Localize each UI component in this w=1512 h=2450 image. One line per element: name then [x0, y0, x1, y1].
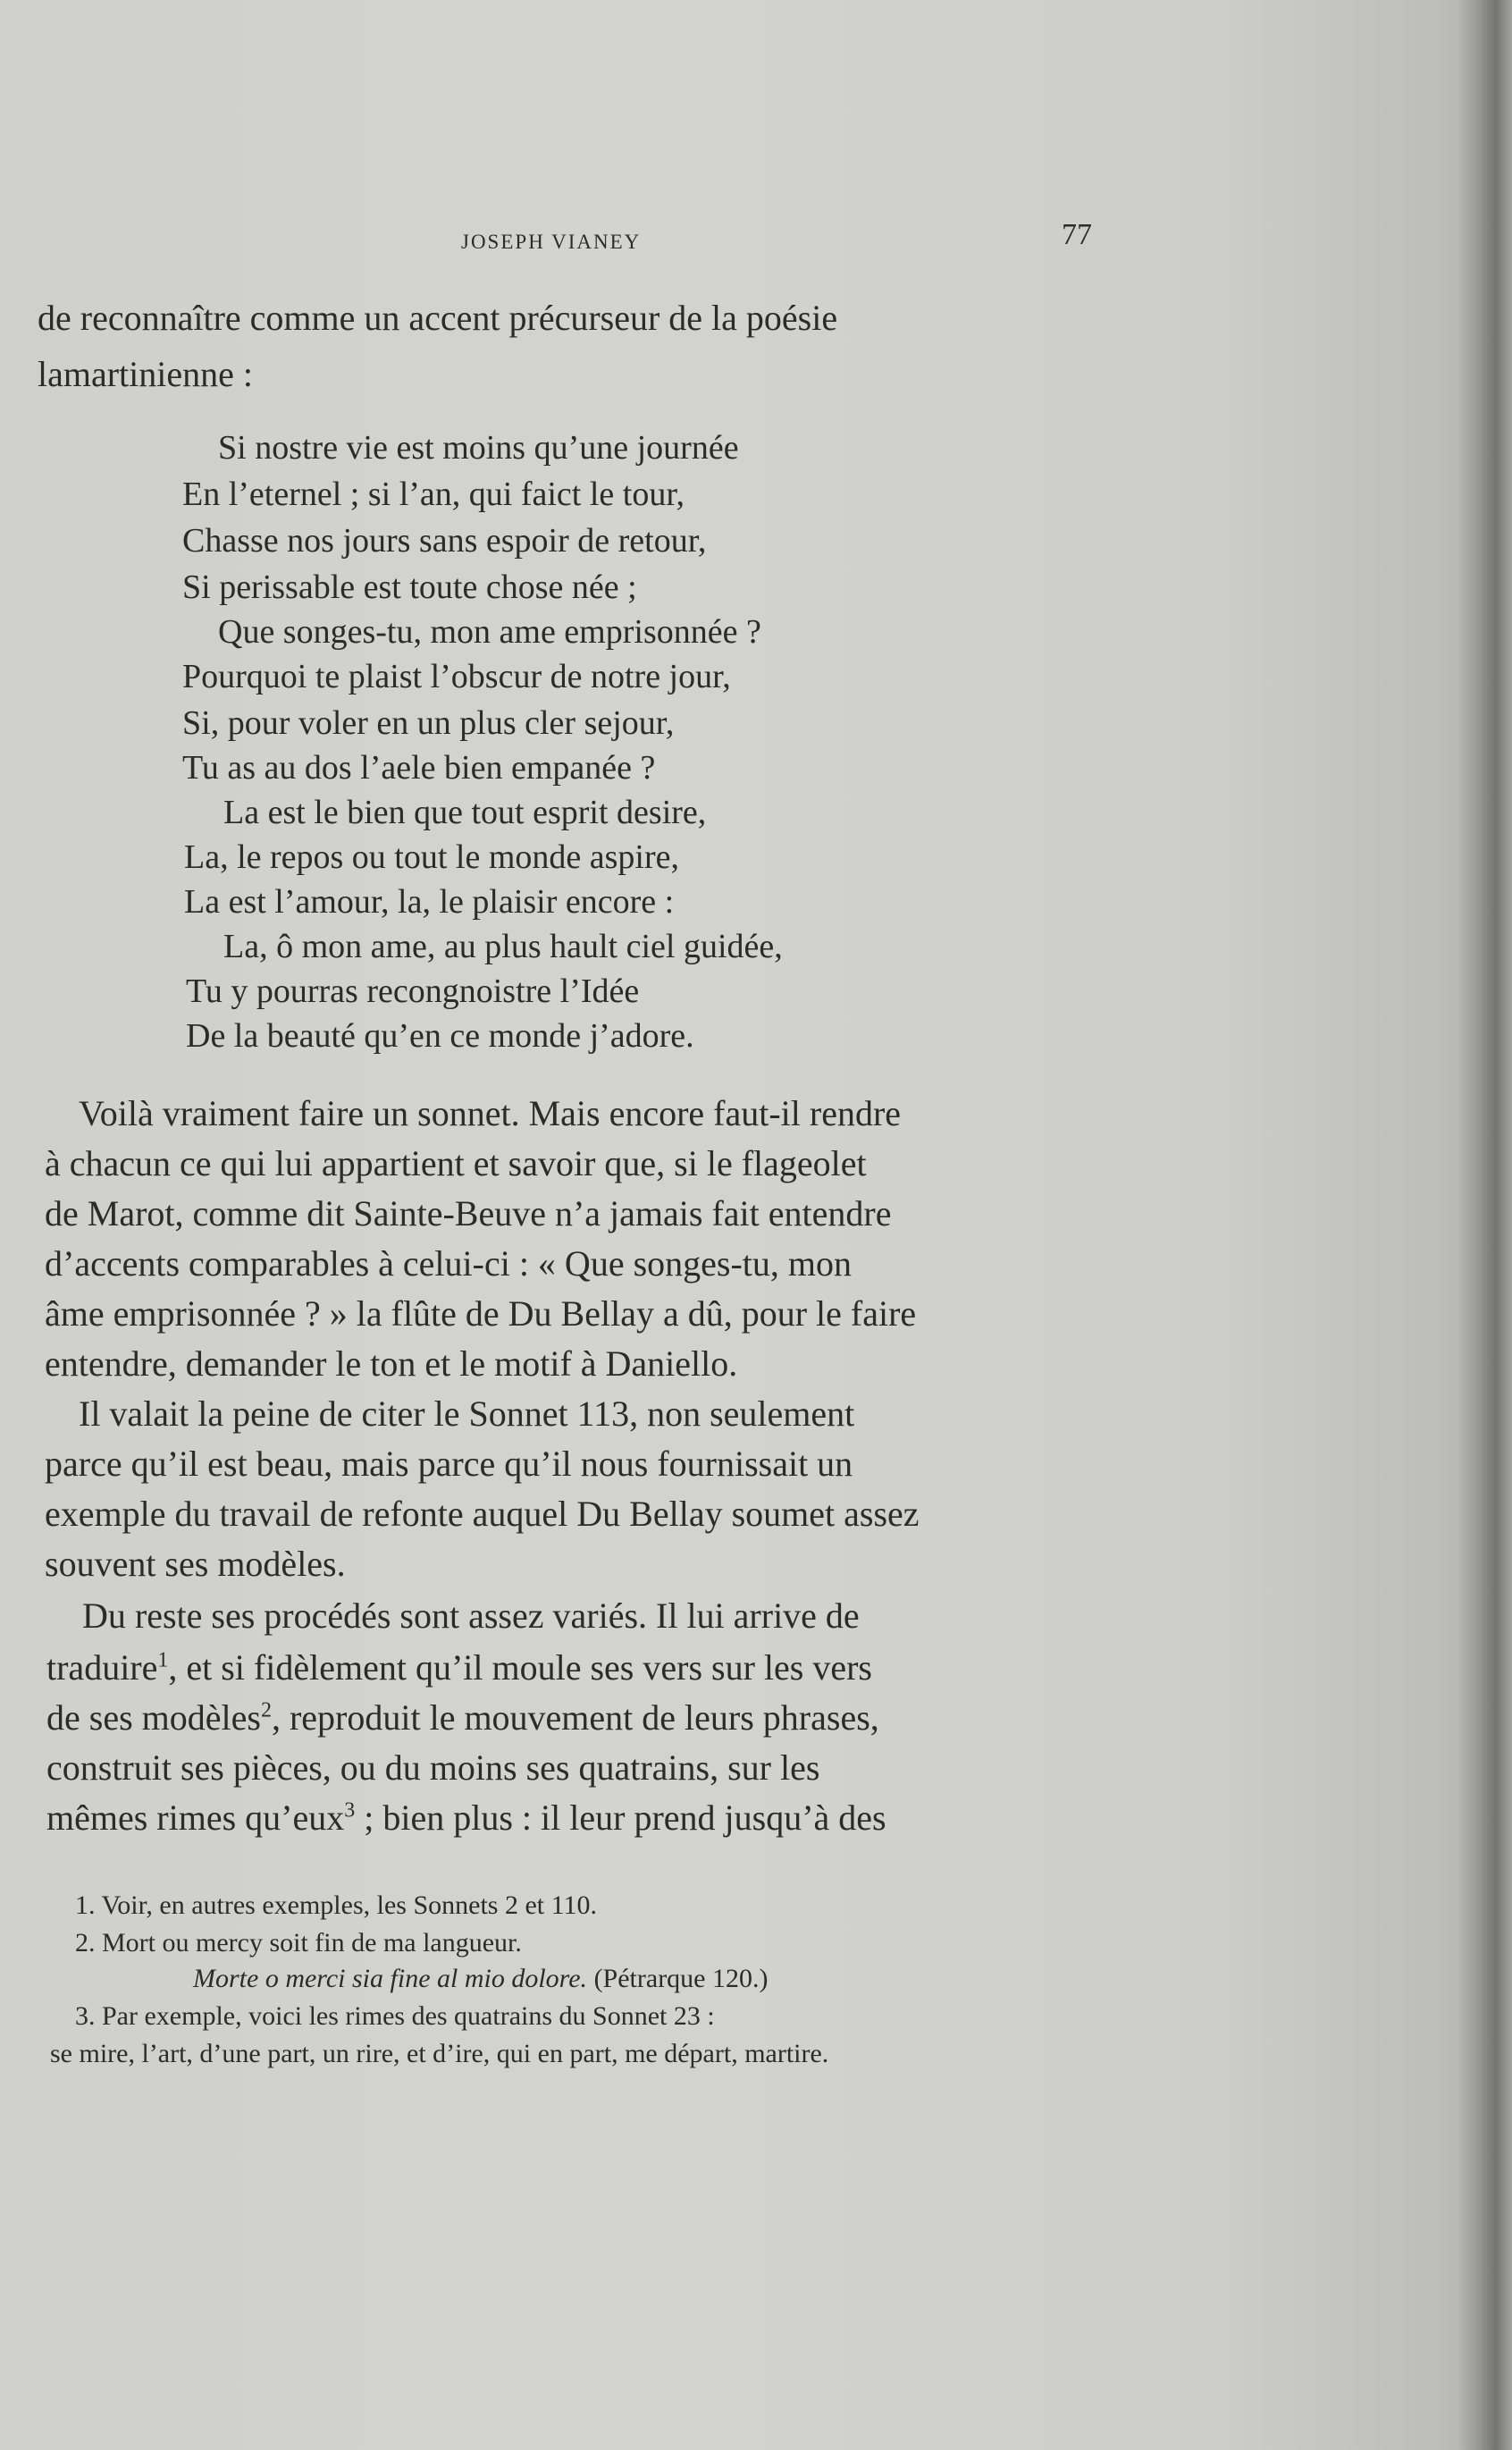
verse-line: Chasse nos jours sans espoir de retour, — [182, 522, 707, 560]
footnote-2: 2. Mort ou mercy soit fin de ma langueur. — [75, 1928, 522, 1957]
body-line: d’accents comparables à celui-ci : « Que songes-tu, mon — [45, 1243, 853, 1284]
body-line: âme emprisonnée ? » la flûte de Du Bellay a dû, pour le faire — [45, 1293, 917, 1334]
running-head: JOSEPH VIANEY — [461, 231, 642, 253]
footnote-1: 1. Voir, en autres exemples, les Sonnets 2 et 110. — [75, 1890, 597, 1920]
body-line: mêmes rimes qu’eux$^3$ ; bien plus : il leur prend jusqu’à des — [46, 1798, 886, 1838]
body-line: souvent ses modèles. — [45, 1544, 346, 1584]
body-line: de Marot, comme dit Sainte-Beuve n’a jamais fait entendre — [45, 1193, 892, 1233]
verse-line: En l’eternel ; si l’an, qui faict le tour, — [182, 476, 685, 513]
body-line: à chacun ce qui lui appartient et savoir que, si le flageolet — [45, 1143, 867, 1183]
verse-line: La, le repos ou tout le monde aspire, — [184, 838, 680, 876]
footnote-ref: 2 — [260, 1698, 272, 1722]
body-line: de ses modèles$^2$, reproduit le mouvement de leurs phrases, — [46, 1697, 879, 1738]
verse-line: Tu y pourras recongnoistre l’Idée — [186, 972, 640, 1010]
verse-line: Si, pour voler en un plus cler sejour, — [182, 704, 675, 742]
body-line: lamartinienne : — [38, 354, 254, 394]
footnote-ref: 1 — [157, 1648, 169, 1672]
verse-line: Si perissable est toute chose née ; — [182, 568, 637, 606]
body-line: traduire$^1$, et si fidèlement qu’il moule ses vers sur les vers — [46, 1647, 872, 1688]
verse-line: De la beauté qu’en ce monde j’adore. — [186, 1017, 694, 1055]
verse-line: Tu as au dos l’aele bien empanée ? — [182, 749, 656, 787]
body-line: de reconnaître comme un accent précurseur de la poésie — [38, 298, 838, 338]
body-line: parce qu’il est beau, mais parce qu’il nous fournissait un — [45, 1444, 853, 1484]
body-line: construit ses pièces, ou du moins ses quatrains, sur les — [46, 1747, 820, 1788]
verse-line: La est l’amour, la, le plaisir encore : — [184, 883, 675, 921]
body-line: Il valait la peine de citer le Sonnet 113, non seulement — [79, 1393, 855, 1434]
book-spine-edge — [1458, 0, 1512, 2450]
footnote-ref: 3 — [344, 1798, 356, 1823]
verse-line: La, ô mon ame, au plus hault ciel guidée, — [223, 928, 783, 965]
footnote-3: 3. Par exemple, voici les rimes des quatrains du Sonnet 23 : — [75, 2001, 715, 2031]
page-number: 77 — [1062, 218, 1092, 251]
footnote-3-continued: se mire, l’art, d’une part, un rire, et d’ire, qui en part, me départ, martire. — [50, 2039, 829, 2068]
verse-line: Pourquoi te plaist l’obscur de notre jour, — [182, 658, 731, 695]
verse-line: Que songes-tu, mon ame emprisonnée ? — [218, 613, 761, 651]
footnote-2-source: Morte o merci sia fine al mio dolore. (Pétrarque 120.) — [193, 1964, 769, 1993]
body-line: Voilà vraiment faire un sonnet. Mais encore faut-il rendre — [79, 1093, 902, 1133]
body-line: entendre, demander le ton et le motif à Daniello. — [45, 1343, 738, 1384]
verse-line: Si nostre vie est moins qu’une journée — [218, 429, 739, 467]
body-line: exemple du travail de refonte auquel Du Bellay soumet assez — [45, 1494, 920, 1534]
body-line: Du reste ses procédés sont assez variés. Il lui arrive de — [82, 1595, 860, 1636]
verse-line: La est le bien que tout esprit desire, — [223, 794, 707, 831]
